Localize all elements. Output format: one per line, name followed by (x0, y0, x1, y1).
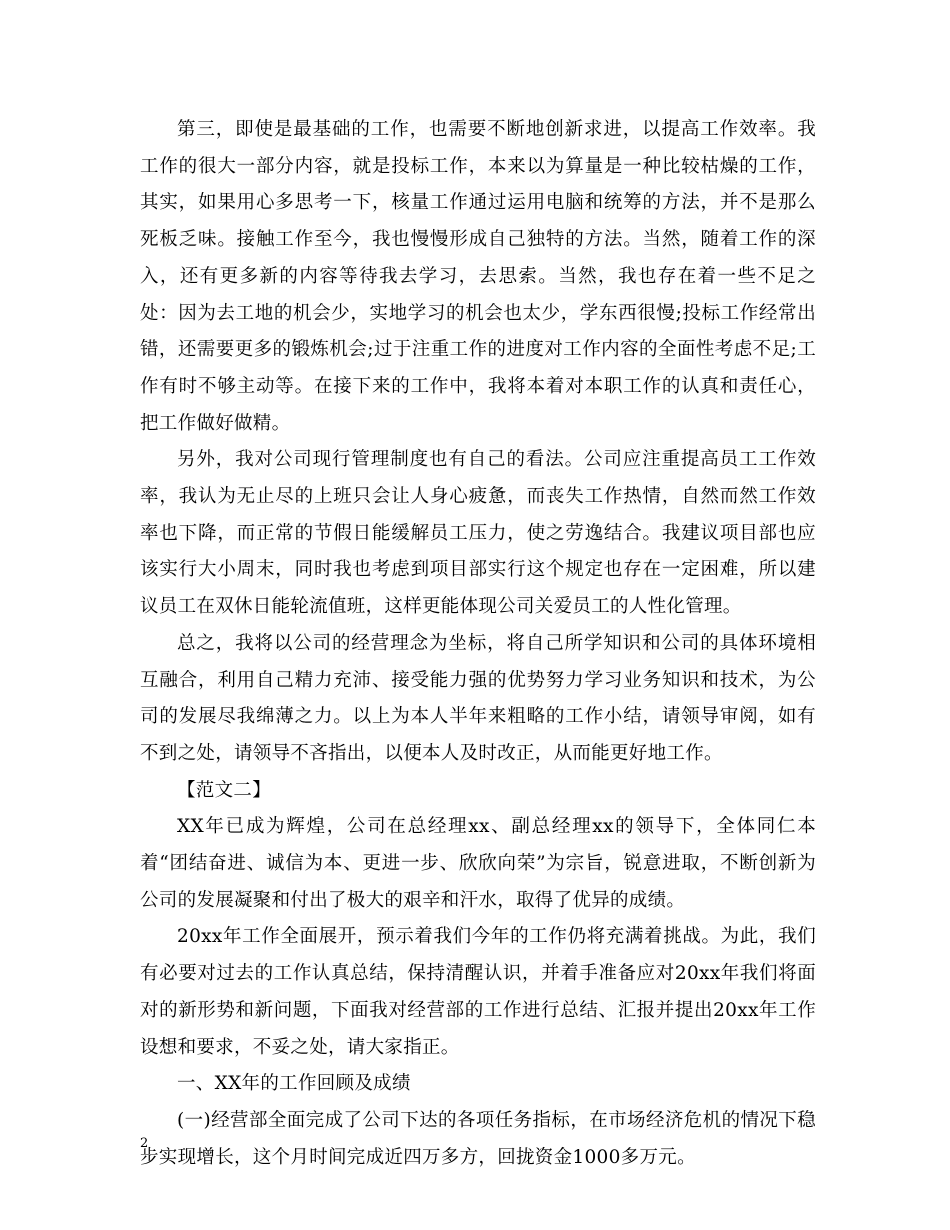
document-body (140, 112, 816, 1176)
page-number: 2 (140, 1136, 149, 1151)
paragraph-work-outlook: 20xx年工作全面展开，预示着我们今年的工作仍将充满着挑战。为此，我们有必要对过去的工作认真总结，保持清醒认识，并着手准备应对20xx年我们将面对的新形势和新问题，下面我对经营部的工作进行总结、汇报并提出20xx年工作设想和要求，不妥之处，请大家指正。 (140, 926, 816, 1058)
paragraph-task-completion: (一)经营部全面完成了公司下达的各项任务指标，在市场经济危机的情况下稳步实现增长，这个月时间完成近四万多方，回拢资金1000多万元。 (140, 1109, 816, 1168)
section-heading-year-review: 一、XX年的工作回顾及成绩 (177, 1073, 411, 1095)
section-heading-example-two: 【范文二】 (177, 779, 272, 801)
paragraph-management-opinion: 另外，我对公司现行管理制度也有自己的看法。公司应注重提高员工工作效率，我认为无止尽的上班只会让人身心疲惫，而丧失工作热情，自然而然工作效率也下降，而正常的节假日能缓解员工压力，使之劳逸结合。我建议项目部也应该实行大小周末，同时我也考虑到项目部实行这个规定也存在一定困难，所以建议员工在双休日能轮流值班，这样更能体现公司关爱员工的人性化管理。 (140, 449, 816, 618)
paragraph-company-achievements: XX年已成为辉煌，公司在总经理xx、副总经理xx的领导下，全体同仁本着“团结奋进、诚信为本、更进一步、欣欣向荣”为宗旨，锐意进取，不断创新为公司的发展凝聚和付出了极大的艰辛和汗水，取得了优异的成绩。 (140, 816, 816, 911)
paragraph-conclusion: 总之，我将以公司的经营理念为坐标，将自己所学知识和公司的具体环境相互融合，利用自己精力充沛、接受能力强的优势努力学习业务知识和技术，为公司的发展尽我绵薄之力。以上为本人半年来粗略的工作小结，请领导审阅，如有不到之处，请领导不吝指出，以便本人及时改正，从而能更好地工作。 (140, 632, 816, 764)
paragraph-third-point: 第三，即使是最基础的工作，也需要不断地创新求进，以提高工作效率。我工作的很大一部分内容，就是投标工作，本来以为算量是一种比较枯燥的工作，其实，如果用心多思考一下，核量工作通过运用电脑和统筹的方法，并不是那么死板乏味。接触工作至今，我也慢慢形成自己独特的方法。当然，随着工作的深入，还有更多新的内容等待我去学习，去思索。当然，我也存在着一些不足之处：因为去工地的机会少，实地学习的机会也太少，学东西很慢;投标工作经常出错，还需要更多的锻炼机会;过于注重工作的进度对工作内容的全面性考虑不足;工作有时不够主动等。在接下来的工作中，我将本着对本职工作的认真和责任心，把工作做好做精。 (140, 119, 816, 434)
